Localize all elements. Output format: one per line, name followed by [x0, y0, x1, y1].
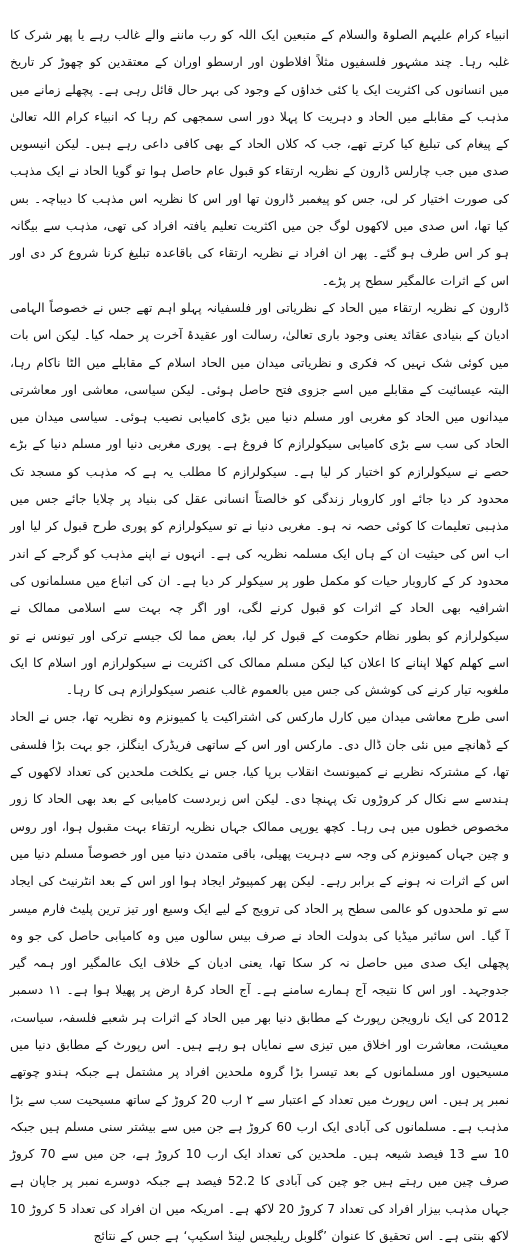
paragraph-3: اسی طرح معاشی میدان میں کارل مارکس کی اشتراکیت یا کمیونزم وہ نظریہ تھا، جس نے الحاد کے ڈھانچے میں نئی جان ڈال دی۔ مارکس اور اس کے ساتھی فریڈرک اینگلز، جو بہت بڑا فلسفی تھا، کے مشترکہ نظریے نے کمیونسٹ انقلاب برپا کیا، جس نے یکلخت ملحدین کی تعداد لاکھوں کے ہندسے سے نکال کر کروڑوں تک پہنچا دی۔ لیکن اس زبردست کامیابی کے بعد بھی الحاد کا زور مخصوص خطوں میں ہی رہا۔ کچھ یورپی ممالک جہاں نظریہ ارتقاء بہت مقبول ہوا، اور روس و چین جہاں کمیونزم کی وجہ سے دہریت پھیلی، باقی متمدن دنیا میں اور خصوصاً مسلم دنیا میں اس کے اثرات نہ ہونے کے برابر رہے۔ لیکن پھر کمپیوٹر ایجاد ہوا اور اس کے بعد انٹرنیٹ کی ایجاد سے تو ملحدوں کو عالمی سطح پر الحاد کی ترویج کے لیے ایک وسیع اور تیز ترین پلیٹ فارم میسر آ گیا۔ اس سائبر میڈیا کی بدولت الحاد نے صرف بیس سالوں میں وہ کامیابی حاصل کی جو وہ پچھلی ایک صدی میں حاصل نہ کر سکا تھا، یعنی ادیان کے خلاف ایک عالمگیر اور ہمہ گیر جدوجہد۔ اور اس کا نتیجہ آج ہمارے سامنے ہے۔ آج الحاد کرۂ ارض پر پھیلا ہوا ہے۔ ۱۱ دسمبر 2012 کی ایک نارویجن رپورٹ کے مطابق دنیا بھر میں الحاد کے اثرات ہر شعبے فلسفہ، سیاست، معیشت، معاشرت اور اخلاق میں تیزی سے نمایاں ہو رہے ہیں۔ اس رپورٹ کے مطابق دنیا میں مسیحیوں اور مسلمانوں کے بعد تیسرا بڑا گروہ ملحدین افراد پر مشتمل ہے جبکہ ہندو چوتھے نمبر پر ہیں۔ اس رپورٹ میں تعداد کے اعتبار سے ۲ ارب 20 کروڑ کے ساتھ مسیحیت سب سے بڑا مذہب ہے۔ مسلمانوں کی آبادی ایک ارب 60 کروڑ ہے جن میں سے بیشتر سنی مسلم ہیں جبکہ 10 سے 13 فیصد شیعہ ہیں۔ ملحدین کی تعداد ایک ارب 10 کروڑ ہے، جن میں سے 70 کروڑ صرف چین میں رہتے ہیں جو چین کی آبادی کا 52.2 فیصد ہے جبکہ دوسرے نمبر پر جاپان ہے جہاں مذہب بیزار افراد کی تعداد 7 کروڑ 20 لاکھ ہے۔ امریکہ میں ان افراد کی تعداد 5 کروڑ 10 لاکھ بنتی ہے۔ اس تحقیق کا عنوان ’گلوبل ریلیجس لینڈ اسکیپ‘ ہے جس کے نتائج: [10, 710, 510, 1244]
paragraph-1: انبیاء کرام علیہم الصلوۃ والسلام کے متبعین ایک اللہ کو رب ماننے والے غالب رہے یا پھر شرک کا غلبہ رہا۔ چند مشہور فلسفیوں مثلاً افلاطون اور ارسطو اوران کے معتقدین کو چھوڑ کر تاریخ میں انسانوں کی اکثریت ایک یا کئی خداؤں کے وجود کی بہر حال قائل رہی ہے۔ پچھلے زمانے میں مذہب کے مقابلے میں الحاد و دہریت کا پہلا دور اسی سمجھی کم رہا کہ انبیاء کرام اللہ تعالیٰ کے پیغام کی تبلیغ کیا کرتے تھے، جب کہ کلاں الحاد کے بھی کافی داعی رہے ہیں۔ لیکن انیسویں صدی میں جب چارلس ڈارون کے نظریہ ارتقاء کو قبول عام حاصل ہوا تو گویا الحاد نے ایک مذہب کی صورت اختیار کر لی، جس کو پیغمبر ڈارون تھا اور اس کا نظریہ اس مذہب کا دیباچہ۔ بس کیا تھا، اس صدی میں لاکھوں لوگ جن میں اکثریت تعلیم یافتہ افراد کی تھی، مذہب سے بیگانہ ہو کر اس طرف ہو گئے۔ پھر ان افراد نے نظریہ ارتقاء کی باقاعدہ تبلیغ کرنا شروع کر دی اور اس کے اثرات عالمگیر سطح پر پڑے۔: [10, 28, 509, 288]
paragraph-2: ڈارون کے نظریہ ارتقاء میں الحاد کے نظریاتی اور فلسفیانہ پہلو اہم تھے جس نے خصوصاً الہامی ادیان کے بنیادی عقائد یعنی وجود باری تعالیٰ، رسالت اور عقیدۂ آخرت پر حملہ کیا۔ لیکن اس بات میں کوئی شک نہیں کہ فکری و نظریاتی میدان میں الحاد اسلام کے مقابلے میں الٹا ناکام رہا، البتہ عیسائیت کے مقابلے میں اسے جزوی فتح حاصل ہوئی۔ لیکن سیاسی، معاشی اور معاشرتی میدانوں میں الحاد کو مغربی اور مسلم دنیا میں بڑی کامیابی نصیب ہوئی۔ سیاسی میدان میں الحاد کی سب سے بڑی کامیابی سیکولرازم کا فروغ ہے۔ پوری مغربی دنیا اور مسلم دنیا کے بڑے حصے نے سیکولرازم کو اختیار کر لیا ہے۔ سیکولرازم کا مطلب یہ ہے کہ مذہب کو مسجد تک محدود کر دیا جائے اور کاروبار زندگی کو خالصتاً انسانی عقل کی بنیاد پر چلایا جائے جس میں مذہبی تعلیمات کا کوئی حصہ نہ ہو۔ مغربی دنیا نے تو سیکولرازم کو پوری طرح قبول کر لیا اور اب اس کی حیثیت ان کے ہاں ایک مسلمہ نظریہ کی ہے۔ انہوں نے اپنے مذہب کو گرجے کے اندر محدود کر کے کاروبار حیات کو مکمل طور پر سیکولر کر دیا ہے۔ ان کی اتباع میں مسلمانوں کی اشرافیہ بھی الحاد کے اثرات کو قبول کرنے لگی، اور اگر چہ بہت سے اسلامی ممالک نے سیکولرازم کو بطور نظام حکومت کے قبول کر لیا، بعض مما لک جیسے ترکی اور تیونس نے تو اسے کھلم کھلا اپنانے کا اعلان کیا لیکن مسلم ممالک کی اکثریت نے سیکولرازم اور اسلام کا ایک ملغوبہ تیار کرنے کی کوشش کی جس میں بالعموم غالب عنصر سیکولرازم ہی کا رہا۔: [10, 300, 509, 698]
